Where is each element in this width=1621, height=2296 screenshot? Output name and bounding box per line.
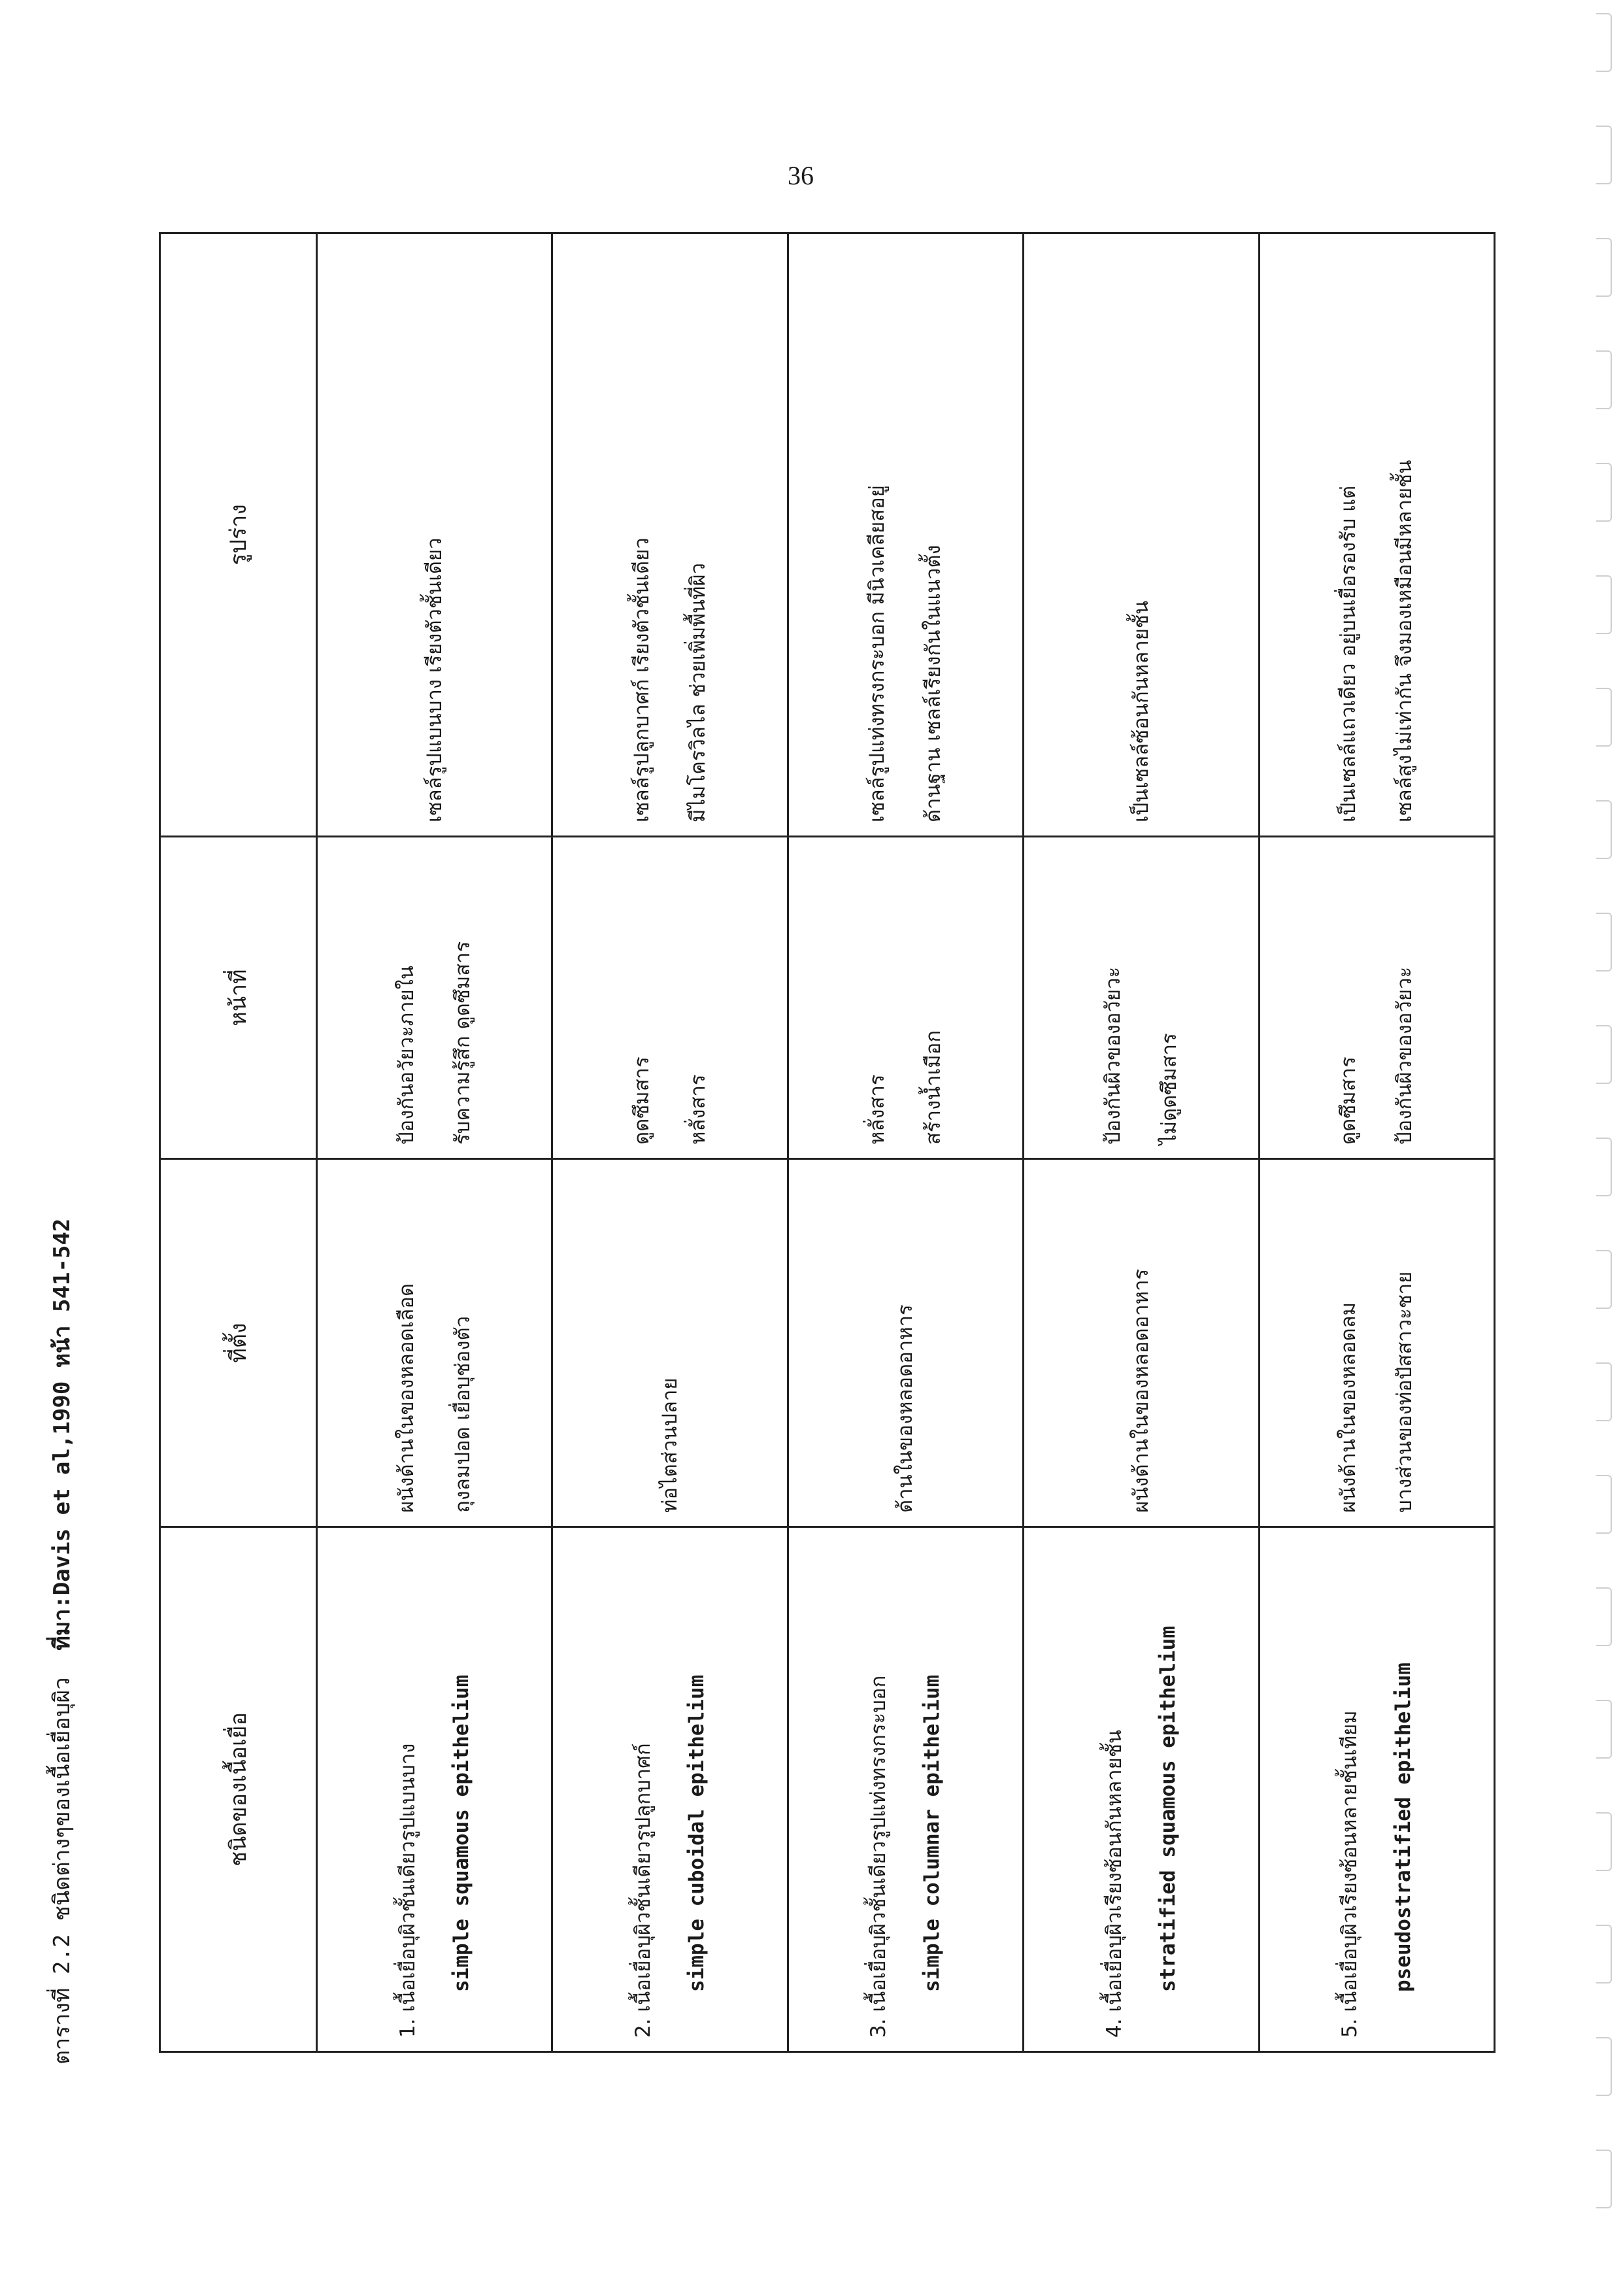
binder-hole-mark [1596, 463, 1612, 522]
binder-hole-mark [1596, 13, 1612, 72]
location-line: ท่อไตส่วนปลาย [658, 1377, 682, 1513]
location-cell [1024, 1159, 1259, 1527]
header-location: ที่ตั้ง [160, 1159, 317, 1527]
caption-title: ตารางที่ 2.2 ชนิดต่างๆของเนื้อเยื่อบุผิว [49, 1677, 75, 2065]
binder-hole-mark [1596, 1700, 1612, 1759]
tissue-name-thai: 1. เนื้อเยื่อบุผิวชั้นเดียวรูปแบนบาง [395, 1743, 420, 2038]
tissue-name-thai: 3. เนื้อเยื่อบุผิวชั้นเดียวรูปแท่งทรงกระบอก [867, 1675, 891, 2038]
shape-cell [1259, 233, 1494, 837]
function-line: หลั่งสาร [686, 1074, 710, 1145]
binder-hole-mark [1596, 1587, 1612, 1646]
binder-hole-mark [1596, 1138, 1612, 1196]
shape-line: เซลล์สูงไม่เท่ากัน จึงมองเหมือนมีหลายชั้น [1393, 460, 1417, 822]
location-cell [1259, 1159, 1494, 1527]
binder-hole-mark [1596, 1362, 1612, 1421]
binder-hole-mark [1596, 800, 1612, 859]
header-tissue-type: ชนิดของเนื้อเยื่อ [160, 1527, 317, 2052]
location-cell [788, 1159, 1023, 1527]
table-header-row [160, 233, 317, 2052]
tissue-name-english: simple cuboidal epithelium [685, 1674, 709, 1992]
shape-line: เซลล์รูปแบนบาง เรียงตัวชั้นเดียว [422, 537, 446, 822]
tissue-name-thai: 5. เนื้อเยื่อบุผิวเรียงซ้อนหลายชั้นเทียม [1338, 1710, 1362, 2038]
binder-hole-mark [1596, 1250, 1612, 1309]
tissue-name-thai: 2. เนื้อเยื่อบุผิวชั้นเดียวรูปลูกบาศก์ [631, 1743, 656, 2038]
function-line: สร้างน้ำเมือก [922, 1030, 946, 1145]
binder-hole-mark [1596, 2150, 1612, 2208]
binder-hole-mark [1596, 2037, 1612, 2096]
function-cell [788, 837, 1023, 1159]
location-line: บางส่วนของท่อปัสสาวะชาย [1393, 1271, 1417, 1513]
binder-hole-mark [1596, 1925, 1612, 1984]
table-body [317, 233, 1495, 2052]
function-line: ป้องกันผิวของอวัยวะ [1101, 966, 1125, 1145]
binder-hole-mark [1596, 126, 1612, 184]
location-cell [317, 1159, 552, 1527]
function-cell [1024, 837, 1259, 1159]
shape-cell [788, 233, 1023, 837]
tissue-name-cell [317, 1527, 552, 2052]
shape-line: มีไมโครวิลไล ช่วยเพิ่มพื้นที่ผิว [686, 562, 710, 822]
tissue-name-cell [1259, 1527, 1494, 2052]
function-cell [317, 837, 552, 1159]
table-row [552, 233, 788, 2052]
table-row [1259, 233, 1494, 2052]
binder-hole-mark [1596, 688, 1612, 747]
shape-line: เป็นเซลล์แถวเดียว อยู่บนเยื่อรองรับ แต่ [1337, 485, 1361, 822]
table-row [1024, 233, 1259, 2052]
shape-cell [552, 233, 788, 837]
binder-hole-mark [1596, 1475, 1612, 1534]
location-line: ผนังด้านในของหลอดลม [1337, 1302, 1361, 1513]
binder-hole-mark [1596, 1812, 1612, 1871]
shape-line: เซลล์รูปลูกบาศก์ เรียงตัวชั้นเดียว [630, 537, 654, 822]
function-cell [552, 837, 788, 1159]
header-function: หน้าที่ [160, 837, 317, 1159]
location-line: ถุงลมปอด เยื่อบุช่องตัว [450, 1315, 475, 1513]
table-row [788, 233, 1023, 2052]
tissue-name-english: simple columnar epithelium [920, 1674, 944, 1992]
binder-edge-marks [1594, 0, 1612, 2296]
caption-source: ที่มา:Davis et al,1990 หน้า 541-542 [49, 1218, 75, 1651]
binder-hole-mark [1596, 913, 1612, 971]
location-line: ผนังด้านในของหลอดอาหาร [1129, 1268, 1153, 1513]
function-line: ป้องกันผิวของอวัยวะ [1393, 966, 1417, 1145]
tissue-name-english: stratified squamous epithelium [1156, 1626, 1180, 1992]
epithelium-table-frame [159, 346, 1496, 2053]
function-line: ไม่ดูดซึมสาร [1157, 1033, 1181, 1145]
function-line: หลั่งสาร [865, 1074, 890, 1145]
function-line: รับความรู้สึก ดูดซึมสาร [450, 941, 475, 1145]
page-number: 36 [788, 161, 814, 190]
function-line: ป้องกันอวัยวะภายใน [394, 966, 418, 1145]
shape-line: เซลล์รูปแท่งทรงกระบอก มีนิวเคลียสอยู่ [865, 485, 890, 822]
binder-hole-mark [1596, 1025, 1612, 1084]
tissue-name-english: simple squamous epithelium [449, 1674, 473, 1992]
tissue-name-english: pseudostratified epithelium [1392, 1663, 1416, 1992]
function-cell [1259, 837, 1494, 1159]
function-line: ดูดซึมสาร [630, 1056, 654, 1145]
binder-hole-mark [1596, 575, 1612, 634]
location-line: ผนังด้านในของหลอดเลือด [394, 1283, 418, 1513]
binder-hole-mark [1596, 238, 1612, 297]
shape-cell [1024, 233, 1259, 837]
tissue-name-thai: 4. เนื้อเยื่อบุผิวเรียงซ้อนกันหลายชั้น [1102, 1729, 1126, 2038]
location-cell [552, 1159, 788, 1527]
tissue-name-cell [1024, 1527, 1259, 2052]
location-line: ด้านในของหลอดอาหาร [894, 1304, 918, 1513]
binder-hole-mark [1596, 350, 1612, 409]
function-line: ดูดซึมสาร [1337, 1056, 1361, 1145]
epithelium-table [159, 232, 1496, 2053]
shape-cell [317, 233, 552, 837]
tissue-name-cell [552, 1527, 788, 2052]
shape-line: เป็นเซลล์ซ้อนกันหลายชั้น [1129, 600, 1153, 822]
table-row [317, 233, 552, 2052]
tissue-name-cell [788, 1527, 1023, 2052]
shape-line: ด้านฐาน เซลล์เรียงกันในแนวตั้ง [922, 545, 946, 822]
header-shape: รูปร่าง [160, 233, 317, 837]
table-caption [39, 1019, 85, 2065]
